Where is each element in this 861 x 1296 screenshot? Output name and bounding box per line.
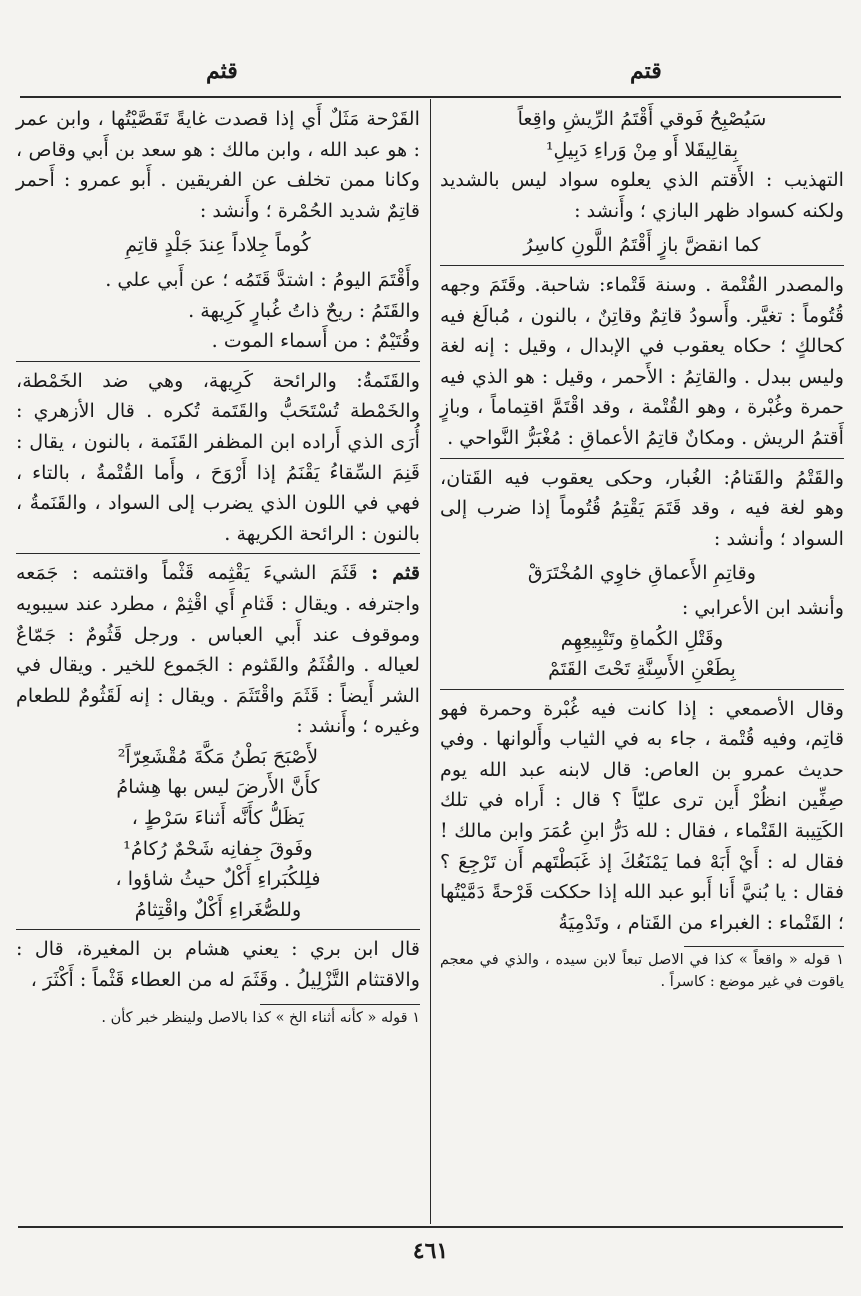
- paragraph: التهذيب : الأَقتم الذي يعلوه سواد ليس بالشديد ولكنه كسواد ظهر البازي ؛ وأَنشد :: [440, 168, 844, 222]
- verse-line: كما انقضَّ بازٍ أَقْتَمُ اللَّونِ كاسِرُ: [523, 233, 761, 257]
- headword: قثم :: [371, 561, 420, 585]
- top-rule: [20, 96, 841, 98]
- paragraph: والقَتْمُ والقَتامُ: الغُبار، وحكى يعقوب فيه القَتان، وهو لغة فيه ، وقد قَتَمَ يَقْتِمُ قُتُوماً إذا ضرب إلى السواد ؛ وأنشد :: [440, 465, 844, 550]
- paragraph: وقُتَيْمٌ : من أَسماء الموت .: [211, 329, 420, 353]
- page-number: ٤٦١: [412, 1238, 449, 1264]
- left-column: [16, 104, 420, 1029]
- bottom-rule: [18, 1226, 843, 1228]
- running-head-left: قثم: [206, 58, 238, 84]
- paragraph: القَرْحة مَثَلٌ أَي إذا قصدت غايةً تَقَصَّيْتُها ، وابن عمر : هو عبد الله ، وابن مالك : هو سعد بن أَبي وقاص ، وكانا ممن تخلف عن الفريقين . أَبو عمرو : أَحمر قاتِمٌ شديد الحُمْرة ؛ وأَنشد :: [16, 107, 420, 222]
- section-rule: [440, 265, 844, 266]
- verse-line: سَيُصْبِحُ فَوقي أَقْتَمُ الرِّيشِ واقِعاً: [517, 107, 767, 130]
- paragraph: والمصدر القُتْمة . وسنة قَتْماء: شاحبة. وقَتَمَ وجهه قُتُوماً : تغيَّر. وأَسودُ قاتِمٌ وقاتِنٌ ، بالنون ، مُبالَغ فيه كحالكٍ ؛ حكاه يعقوب في الإبدال ، وقيل : إنه لغة وليس ببدل . والقاتِمُ : الأَحمر ، وقيل : هو الذي فيه حمرة وغُبْرة ، وهو القُتْمة ، وقد اقْتَمَّ اقتِماماً ، وبازٍ أَقتمُ الريش . ومكانٌ قاتِمُ الأعماقِ : مُغْبَرُّ النَّواحي .: [440, 272, 844, 449]
- entry-text: قَثَمَ الشيءَ يَقْثِمه قَثْماً واقتثمه : جَمَعه واجترفه . ويقال : قَثامِ أَي اقْثِمْ ، مطرد عند سيبويه وموقوف عند أَبي العباس . ورجل قَثُومٌ : جَمّاعٌ لعياله . والقُثَمُ والقَثوم : الجَموع للخير . ويقال في الشر أَيضاً : قَثَمَ واقْتَثَمَ . ويقال : إنه لَقَثُومٌ للطعام وغيره ؛ وأَنشد :: [16, 561, 420, 738]
- footnote: ١ قوله « كأنه أثناء الخ » كذا بالاصل ولينظر خبر كأن .: [101, 1009, 420, 1026]
- verse-line: وقاتِمِ الأَعماقِ خاوِي المُخْتَرَقْ: [527, 561, 757, 585]
- paragraph: وأَقْتَمَ اليومُ : اشتدَّ قَتَمُه ؛ عن أَبي علي .: [105, 267, 420, 291]
- paragraph: والقَتَمةُ: والرائحة كَرِيهة، وهي ضد الخَمْطة، والخَمْطة تُسْتَحَبُّ والقَتَمة تُكره . قال الأزهري : أُرَى الذي أَراده ابن المظفر القَنَمة ، بالنون ، يقال : قَنِمَ السِّقاءُ يَقْنَمُ إذا أَرْوَحَ ، وأَما القُتْمةُ ، بالتاء ، فهي في اللون الذي يضرب إلى السواد ، والقَنَمةُ ، بالنون : الرائحة الكريهة .: [16, 368, 420, 545]
- paragraph: وأنشد ابن الأعرابي :: [681, 595, 844, 619]
- verse-line: وللصُّغَراءِ أَكْلٌ واقْتِثامُ: [134, 897, 302, 921]
- column-divider: [430, 99, 431, 1224]
- paragraph: قال ابن بري : يعني هشام بن المغيرة، قال : والاقتثام التَّزْلِيلُ . وقَثَمَ له من العطاء قَثْماً : أَكْثَرَ ،: [16, 937, 420, 992]
- footnote: ١ قوله « واقعاً » كذا في الاصل تبعاً لابن سيده ، والذي في معجم ياقوت في غير موضع : كاسراً .: [440, 952, 844, 991]
- verse-line: يَظَلُّ كأَنَّه أَثناءَ سَرْطٍ ،: [131, 806, 305, 830]
- verse-line: لأَصْبَحَ بَطْنُ مَكَّةَ مُقْشَعِرّاً²: [117, 744, 319, 768]
- footnote-rule: [260, 1004, 420, 1005]
- paragraph: وقال الأصمعي : إذا كانت فيه غُبْرة وحمرة فهو قاتِم، وفيه قُتْمة ، جاء به في الثياب وأَلوانها . وفي حديث عمرو بن العاص: قال لابنه عبد الله يوم صِفِّين انظُرْ أَين ترى عليّاً ؟ قال : أَراه في تلك الكَتِيبة القَتْماء ، فقال : لله دَرُّ ابنِ عُمَرَ وابن مالك ! فقال له : أَيْ أَبَهْ فما يَمْنَعُكَ إذ غَبَطْتَهم أَن تَرْجِعَ ؟ فقال : يا بُنيَّ أَنا أَبو عبد الله إذا حككت قَرْحةً دَمَّيْتُها ؛ القَتْماء : الغبراء من القَتام ، وتَدْمِيَةُ: [440, 696, 844, 934]
- section-rule: [440, 689, 844, 690]
- footnote-rule: [684, 946, 844, 947]
- verse-line: بِطَعْنِ الأَسِنَّةِ تَحْتَ القَتَمْ: [548, 657, 736, 681]
- verse-line: وفَوقَ جِفانِه شَحْمٌ رُكامُ¹: [123, 836, 313, 860]
- verse-line: وقَتْلِ الكُماةِ وتَتْبِيعِهِم: [560, 626, 724, 650]
- verse-line: كأَنَّ الأَرضَ ليس بها هِشامُ: [116, 775, 320, 799]
- section-rule: [16, 553, 420, 554]
- section-rule: [16, 929, 420, 930]
- entry-paragraph: [16, 558, 420, 742]
- verse-line: فلِلكُبَراءِ أَكْلٌ حيثُ شاؤوا ،: [115, 867, 321, 891]
- paragraph: والقَتَمُ : ريحٌ ذاتُ غُبارٍ كَرِيهة .: [188, 298, 420, 322]
- right-column: [440, 104, 844, 993]
- verse-line: كُوماً جِلاداً عِندَ جَلْدٍ قاتِمِ: [125, 233, 311, 257]
- running-head-right: قتم: [630, 58, 662, 84]
- section-rule: [16, 361, 420, 362]
- section-rule: [440, 458, 844, 459]
- verse-line: بِقالِيقَلا أَو مِنْ وَراءِ دَبِيلِ¹: [545, 137, 739, 161]
